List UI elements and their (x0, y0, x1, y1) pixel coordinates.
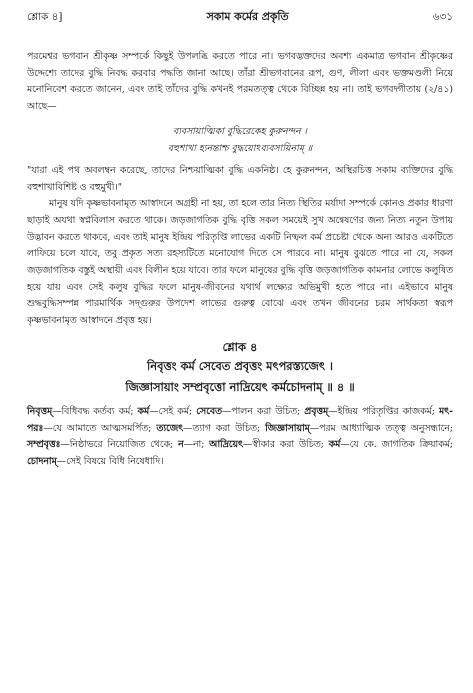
verse-line-1: নিবৃত্তং কর্ম সেবেত প্রবৃত্তং মৎপরস্ত্যজেৎ । (147, 358, 333, 373)
synonym-meaning: —পরম আধ্যাত্মিক তত্ত্ব অনুসন্ধানে; (309, 422, 453, 434)
page-header (27, 10, 453, 26)
verse-heading: শ্লোক ৪ (222, 339, 258, 354)
synonym-term: ন (178, 439, 184, 451)
header-page-number: ৬৩১ (432, 11, 453, 23)
verse-line-2: জিজ্ঞাসায়াং সম্প্রবৃত্তো নাদ্রিয়েৎ কর্মচোদনাম্ ॥ ৪ ॥ (125, 379, 355, 394)
synonym-meaning: —ইন্দ্রিয় পরিতৃপ্তির কাজকর্ম; (328, 405, 439, 417)
quote-line-2: বহুশাখা হ্যনন্তাশ্চ বুদ্ধয়োঽব্যবসায়িনাম্ ॥ (167, 142, 313, 154)
synonym-term: জিজ্ঞাসায়াম্ (265, 422, 310, 434)
synonym-meaning: —ত্যাগ করা উচিত; (183, 422, 266, 434)
synonym-term: সেবেত (196, 405, 222, 417)
synonym-meaning: —না; (183, 439, 210, 451)
paragraph-1: পরমেশ্বর ভগবান শ্রীকৃষ্ণ সম্পর্কে কিছুই উপলব্ধি করতে পারে না। ভগবদ্ভক্তদের অবশ্য একমাত্র ভগবান শ্রীকৃষ্ণের উদ্দেশ্যে তাদের বুদ্ধি নিবদ্ধ করবার পদ্ধতি জানা আছে। তাঁরা শ্রীভগবানের রূপ, গুণ, লীলা এবং ভক্তমণ্ডলী নিয়ে মনোনিবেশ করতে জানেন, এবং তাই তাঁদের বুদ্ধি কখনই পরমতত্ত্ব থেকে বিচ্ছিন্ন হয় না। তাই ভগবদ্গীতায় (২/৪১) আছে— (27, 51, 453, 113)
synonym-term: চোদনাম্ (27, 456, 57, 468)
synonym-term: প্রবৃত্তম্ (304, 405, 329, 417)
quote-line-1: ব্যবসায়াত্মিকা বুদ্ধিরেকেহ কুরুনন্দন । (173, 125, 307, 137)
synonym-meaning: —বিধিবদ্ধ কর্তব্য কর্ম; (52, 405, 138, 417)
synonym-term: আদ্রিয়েৎ (209, 439, 243, 451)
header-chapter-title: সকাম কর্মের প্রকৃতি (206, 10, 289, 23)
synonym-meaning: —স্বীকার করা উচিত; (243, 439, 329, 451)
synonym-term: নিবৃত্তম্ (27, 405, 53, 417)
synonym-term: কর্ম (137, 405, 150, 417)
verse-text (27, 356, 453, 398)
synonym-meaning: —পালন করা উচিত; (221, 405, 305, 417)
paragraph-2: মানুষ যদি কৃষ্ণভাবনামৃত আস্বাদনে অগ্রহী না হয়, তা হলে তার নিত্য স্থিতির মর্যাদা সম্পর্কে কোনও প্রকার ধারণা ছাড়াই অযথা স্বপ্নবিলাস করতে থাকে। জড়জাগতিক বুদ্ধি বৃত্তি সকল সময়েই সুখ অন্বেষণের জন্য নিত্য নতুন উপায় উদ্ভাবন করতে থাকবে, এবং তাই মানুষ ইন্দ্রিয় পরিতৃপ্তি লাভের একটি নিষ্ফল কর্ম প্রচেষ্টা থেকে অন্য আরও একটিতে লাফিয়ে চলে যাবে, তবু প্রকৃত সত্য রহস্যটিতে মনোযোগ দিতে সে পারবে না। মানুষ বুঝতে পারে না যে, সকল জড়জাগতিক বস্তুই অস্থায়ী এবং বিলীন হয়ে যাবে। তার ফলে মানুষের বুদ্ধি বৃত্তি জড়জাগতিক কামনার লোভে কলুষিত হয়ে যায় এবং সেই কলুষ বুদ্ধির ফলে মানুষ-জীবনের যথার্থ লক্ষ্যের অভিমুখী হতে পারে না। এইভাবে মানুষ শুদ্ধবুদ্ধিসম্পন্ন পারমার্থিক সদ্গুরুর উপদেশ লাভের গুরুত্ব বোঝে এবং তখন জীবনের চরম সার্থকতা স্বরূপ কৃষ্ণভাবনামৃত আস্বাদনে প্রবৃত্ত হয়। (27, 198, 453, 327)
synonym-meaning: —নিষ্ঠাভরে নিয়োজিত থেকে; (60, 439, 179, 451)
synonym-term: সম্প্রবৃত্তঃ (27, 439, 61, 451)
synonym-meaning: —যে আমাতে আত্মসমর্পিত; (43, 422, 157, 434)
synonym-term: মৎ-পরঃ (27, 405, 453, 434)
synonym-term: ত্যজেৎ (156, 422, 184, 434)
synonyms (27, 404, 453, 471)
synonym-meaning: —সেই বিষয়ে বিধি নিষেধাদি। (56, 456, 164, 468)
synonym-meaning: —যে কে. জাগতিক ক্রিয়াকর্ম; (340, 439, 453, 451)
synonym-term: কর্ম (328, 439, 341, 451)
quote-translation: "যারা এই পথ অবলম্বন করেছে, তাদের নিশ্চয়াত্মিকা বুদ্ধি একনিষ্ঠ। হে কুরুনন্দন, অস্থিরচিত্ত সকাম ব্যক্তিদের বুদ্ধি বহুশাখাবিশিষ্ট ও বহুমুখী।" (27, 164, 453, 193)
gita-quote (27, 123, 453, 157)
synonym-meaning: —সেই কর্ম; (149, 405, 197, 417)
header-verse-ref: শ্লোক ৪] (27, 11, 63, 23)
